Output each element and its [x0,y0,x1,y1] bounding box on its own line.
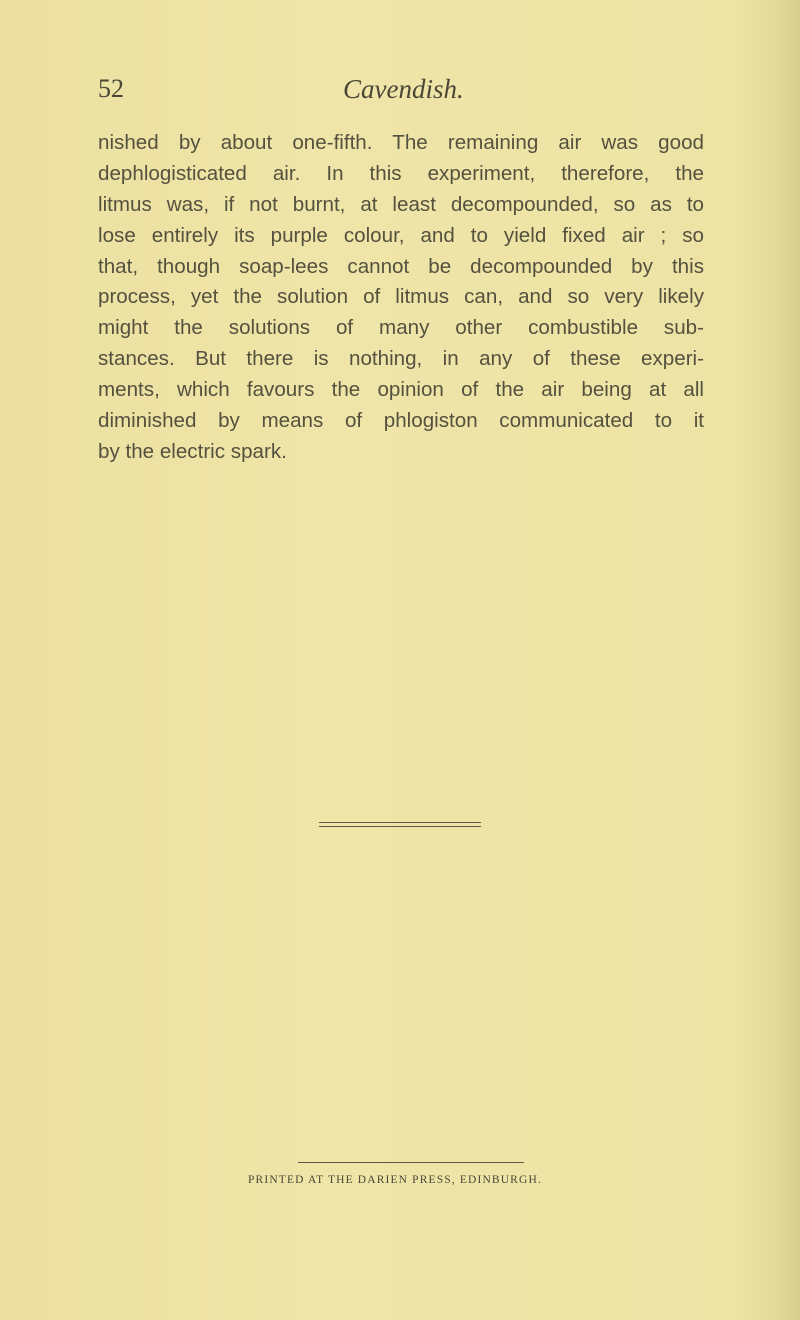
text-line: process, yet the solution of litmus can, and so very likely [98,285,704,309]
text-line: that, though soap-lees cannot be decompounded by this [98,254,704,278]
running-head: Cavendish. [343,74,464,104]
text-line: lose entirely its purple colour, and to yield fixed air ; so [98,223,704,247]
body-paragraph [98,128,704,468]
text-line: litmus was, if not burnt, at least decompounded, so as to [98,192,704,216]
section-end-double-rule [319,822,481,827]
text-line: diminished by means of phlogiston communicated to it [98,409,704,433]
page-header [98,74,702,110]
text-line: stances. But there is nothing, in any of these experi- [98,347,704,371]
text-line: by the electric spark. [98,439,287,463]
text-line: ments, which favours the opinion of the air being at all [98,378,704,402]
printer-imprint: PRINTED AT THE DARIEN PRESS, EDINBURGH. [248,1174,542,1186]
text-line: dephlogisticated air. In this experiment, therefore, the [98,161,704,185]
text-line: might the solutions of many other combustible sub- [98,316,704,340]
page-number: 52 [98,74,124,103]
imprint-rule [298,1162,524,1163]
text-line: nished by about one-fifth. The remaining air was good [98,131,704,154]
